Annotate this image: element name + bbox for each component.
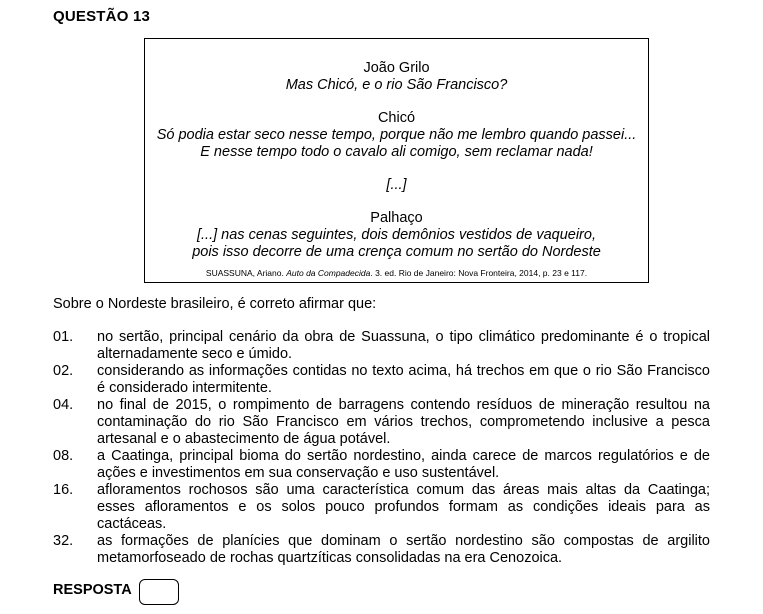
answer-label: RESPOSTA (53, 582, 132, 598)
source-citation (145, 268, 648, 278)
dialogue-palhaco (145, 210, 648, 261)
option-text: a Caatinga, principal bioma do sertão nordestino, ainda carece de marcos regulatórios e de ações e investimentos em sua conservação e uso sustentável. (97, 448, 710, 481)
excerpt-box (144, 38, 649, 283)
option-08 (53, 448, 710, 482)
option-text: afloramentos rochosos são uma característica comum das áreas mais altas da Caatinga; esses afloramentos e os solos pouco profundos formam as condições ideais para as cactáceas. (97, 482, 710, 532)
option-number: 08. (53, 448, 74, 464)
speaker-name: Palhaço (370, 210, 423, 226)
question-stem: Sobre o Nordeste brasileiro, é correto afirmar que: (53, 296, 377, 312)
speaker-name: Chicó (377, 110, 416, 126)
answer-input-box[interactable] (139, 579, 179, 605)
option-01 (53, 329, 710, 363)
option-04 (53, 397, 710, 448)
option-32 (53, 533, 710, 567)
speech-line: E nesse tempo todo o cavalo ali comigo, sem reclamar nada! (200, 144, 593, 160)
option-number: 02. (53, 363, 74, 379)
citation-author: SUASSUNA, Ariano. (205, 268, 287, 278)
speech-line: Só podia estar seco nesse tempo, porque não me lembro quando passei... (156, 127, 637, 143)
option-text: as formações de planícies que dominam o sertão nordestino são compostas de argilito metamorfoseado de rochas quartzíticas consolidadas na era Cenozoica. (97, 533, 710, 566)
ellipsis-marker: [...] (386, 177, 407, 193)
question-title: QUESTÃO 13 (53, 8, 151, 25)
speech-line: pois isso decorre de uma crença comum no sertão do Nordeste (192, 244, 601, 260)
option-number: 32. (53, 533, 74, 549)
option-text: no final de 2015, o rompimento de barragens contendo resíduos de mineração resultou na contaminação do rio São Francisco em vários trechos, comprometendo inclusive a pesca artesanal e o abastecimento de água potável. (97, 397, 710, 447)
option-16 (53, 482, 710, 533)
option-number: 04. (53, 397, 74, 413)
options-list (53, 329, 710, 567)
dialogue-joao-grilo (145, 60, 648, 94)
citation-work-title: Auto da Compadecida (286, 268, 371, 278)
option-text: considerando as informações contidas no texto acima, há trechos em que o rio São Francisco é considerado intermitente. (97, 363, 710, 396)
dialogue-chico (145, 110, 648, 161)
option-number: 16. (53, 482, 74, 498)
option-02 (53, 363, 710, 397)
option-text: no sertão, principal cenário da obra de Suassuna, o tipo climático predominante é o tropical alternadamente seco e úmido. (97, 329, 710, 362)
citation-details: . 3. ed. Rio de Janeiro: Nova Fronteira, 2014, p. 23 e 117. (370, 268, 588, 278)
speaker-name: João Grilo (363, 60, 430, 76)
speech-line: Mas Chicó, e o rio São Francisco? (285, 77, 508, 93)
option-number: 01. (53, 329, 74, 345)
speech-line: [...] nas cenas seguintes, dois demônios vestidos de vaqueiro, (197, 227, 596, 243)
